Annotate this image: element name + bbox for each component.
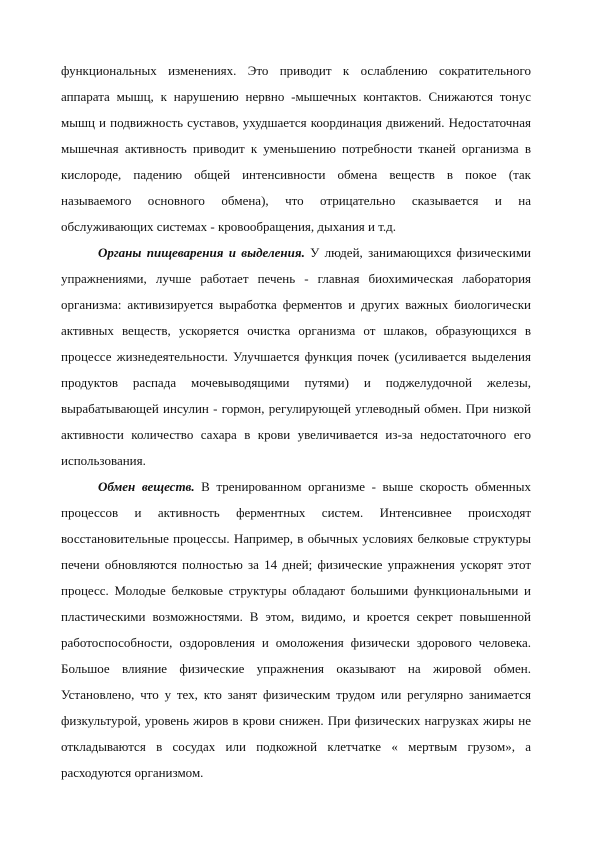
- paragraph-text: У людей, занимающихся физическими упражнениями, лучше работает печень - главная биохимическая лаборатория организма: активизируется выработка ферментов и других важных биологически активных веществ, ускоряется очистка организма от шлаков, образующихся в процессе жизнедеятельности. Улучшается функция почек (усиливается выделения продуктов распада мочевыводящими путями) и поджелудочной железы, вырабатывающей инсулин - гормон, регулирующей углеводный обмен. При низкой активности количество сахара в крови увеличивается из-за недостаточного его использования.: [61, 245, 531, 468]
- paragraph-functional-changes: [61, 58, 531, 240]
- section-heading-metabolism: Обмен веществ.: [98, 479, 195, 494]
- paragraph-text: функциональных изменениях. Это приводит к ослаблению сократительного аппарата мышц, к нарушению нервно -мышечных контактов. Снижаются тонус мышц и подвижность суставов, ухудшается координация движений. Недостаточная мышечная активность приводит к уменьшению потребности тканей организма в кислороде, падению общей интенсивности обмена веществ в покое (так называемого основного обмена), что отрицательно сказывается и на обслуживающих системах - кровообращения, дыхания и т.д.: [61, 63, 531, 234]
- document-page: [61, 58, 531, 786]
- paragraph-metabolism: [61, 474, 531, 786]
- section-heading-digestion: Органы пищеварения и выделения.: [98, 245, 305, 260]
- paragraph-digestion: [61, 240, 531, 474]
- paragraph-text: В тренированном организме - выше скорость обменных процессов и активность ферментных систем. Интенсивнее происходят восстановительные процессы. Например, в обычных условиях белковые структуры печени обновляются полностью за 14 дней; физические упражнения ускорят этот процесс. Молодые белковые структуры обладают большими функциональными и пластическими возможностями. В этом, видимо, и кроется секрет повышенной работоспособности, оздоровления и омоложения физически здорового человека. Большое влияние физические упражнения оказывают на жировой обмен. Установлено, что у тех, кто занят физическим трудом или регулярно занимается физкультурой, уровень жиров в крови снижен. При физических нагрузках жиры не откладываются в сосудах или подкожной клетчатке « мертвым грузом», а расходуются организмом.: [61, 479, 531, 780]
